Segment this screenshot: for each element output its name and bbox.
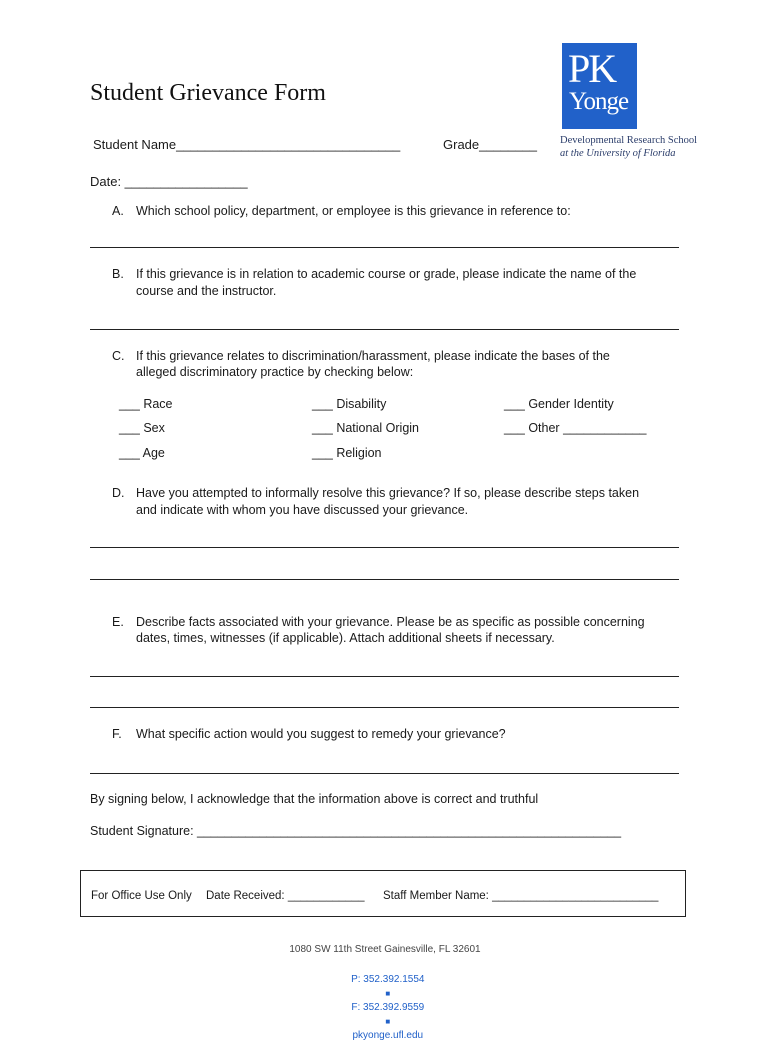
answer-line-d-1[interactable] [90,547,679,548]
question-c-text-2: alleged discriminatory practice by checking below: [136,365,414,379]
question-b-letter: B. [112,267,124,281]
question-a-letter: A. [112,204,124,218]
logo-pk-text: PK [568,46,616,91]
checkbox-gender-identity[interactable]: ___ Gender Identity [504,397,614,411]
answer-line-b[interactable] [90,329,679,330]
question-d-letter: D. [112,486,125,500]
office-use-box [80,870,686,917]
footer-website-link[interactable]: pkyonge.ufl.edu [352,1030,424,1041]
checkbox-age[interactable]: ___ Age [119,446,165,460]
footer-phone[interactable]: P: 352.392.1554 [351,974,425,985]
footer-separator-icon: ■ [385,989,391,998]
answer-line-e-2[interactable] [90,707,679,708]
date-field[interactable]: Date: _________________ [90,174,248,189]
checkbox-national-origin[interactable]: ___ National Origin [312,421,420,435]
answer-line-a[interactable] [90,247,679,248]
question-e-text-2: dates, times, witnesses (if applicable). Attach additional sheets if necessary. [136,631,555,645]
footer-contact [0,959,770,1043]
answer-line-f[interactable] [90,773,679,774]
logo-school-name: Developmental Research School [560,135,698,146]
question-f-text: What specific action would you suggest to remedy your grievance? [136,727,506,741]
question-e-text-1: Describe facts associated with your grievance. Please be as specific as possible concerning [136,615,645,629]
question-b-text-2: course and the instructor. [136,284,277,298]
question-b-text-1: If this grievance is in relation to academic course or grade, please indicate the name of the [136,267,637,281]
question-e-letter: E. [112,615,124,629]
page-title: Student Grievance Form [90,80,326,106]
logo-university: at the University of Florida [560,148,676,159]
checkbox-disability[interactable]: ___ Disability [312,397,387,411]
question-d-text-2: and indicate with whom you have discussed your grievance. [136,503,469,517]
checkbox-race[interactable]: ___ Race [119,397,173,411]
office-use-label: For Office Use Only [91,890,192,902]
answer-line-d-2[interactable] [90,579,679,580]
checkbox-other[interactable]: ___ Other ____________ [504,421,647,435]
footer-address: 1080 SW 11th Street Gainesville, FL 32601 [289,944,481,955]
staff-member-name-field[interactable]: Staff Member Name: __________________________ [383,890,659,902]
acknowledgement-text: By signing below, I acknowledge that the information above is correct and truthful [90,792,539,806]
student-name-field[interactable]: Student Name_______________________________ [93,137,401,152]
question-c-letter: C. [112,349,125,363]
pk-yonge-logo [562,43,637,129]
question-c-text-1: If this grievance relates to discrimination/harassment, please indicate the bases of the [136,349,610,363]
logo-yonge-text: Yonge [569,88,629,115]
footer-separator-icon: ■ [385,1017,391,1026]
question-f-letter: F. [112,727,122,741]
question-a-text: Which school policy, department, or employee is this grievance in reference to: [136,204,571,218]
answer-line-e-1[interactable] [90,676,679,677]
grade-field[interactable]: Grade________ [443,137,537,152]
footer-fax[interactable]: F: 352.392.9559 [351,1002,425,1013]
date-received-field[interactable]: Date Received: ____________ [206,890,365,902]
checkbox-religion[interactable]: ___ Religion [312,446,382,460]
checkbox-sex[interactable]: ___ Sex [119,421,165,435]
student-signature-field[interactable]: Student Signature: _____________________________________________________________ [90,824,622,838]
question-d-text-1: Have you attempted to informally resolve this grievance? If so, please describe steps taken [136,486,640,500]
